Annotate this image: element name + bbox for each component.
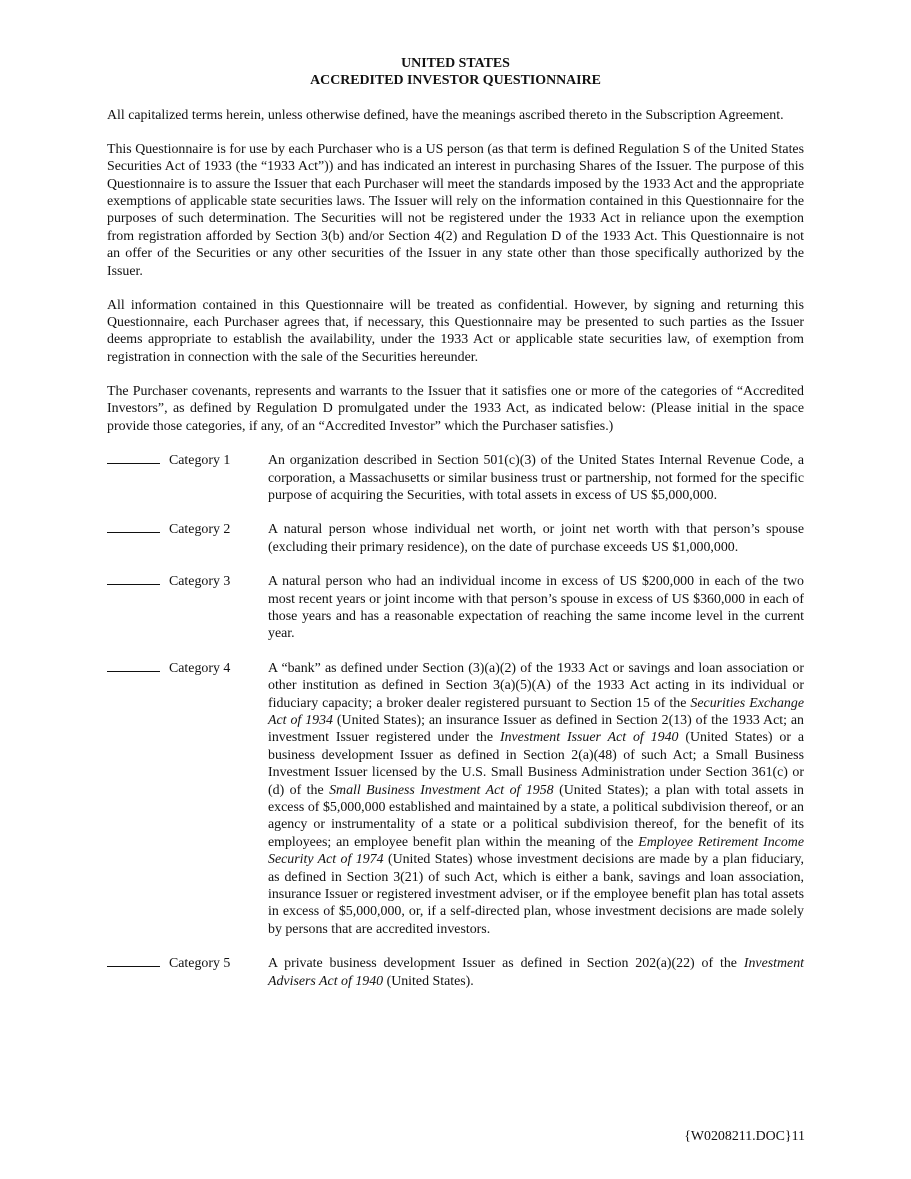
description-text: (United States). xyxy=(383,973,474,989)
initial-blank-line[interactable] xyxy=(107,955,160,967)
initial-blank-line[interactable] xyxy=(107,521,160,533)
category-label: Category 2 xyxy=(169,522,231,538)
category-row xyxy=(107,573,804,643)
category-row xyxy=(107,955,804,990)
intro-paragraph-definitions: All capitalized terms herein, unless otherwise defined, have the meanings ascribed thereto in the Subscription Agreement. xyxy=(107,107,784,123)
description-text: A “bank” as defined under Section (3)(a)(2) of the 1933 Act or savings and loan association or other institution as defined in Section 3(a)(5)(A) of the 1933 Act acting in its individual or fiduciary capacity; a broker dealer registered pursuant to Section 15 of the xyxy=(268,660,804,711)
category-row xyxy=(107,521,804,556)
intro-paragraph-covenants: The Purchaser covenants, represents and warrants to the Issuer that it satisfies one or more of the categories of “Accredited Investors”, as defined by Regulation D promulgated under the 1933 Act, as indicated below: (Please initial in the space provide those categories, if any, of an “Accredited Investor” which the Purchaser satisfies.) xyxy=(107,383,804,434)
category-description xyxy=(268,573,804,643)
italic-act-title: Investment Issuer Act of 1940 xyxy=(499,730,679,746)
description-text: (United States) or a business development Issuer as defined in Section 2(a)(48) of such Act; a Small Business Investment Issuer licensed by the U.S. Small Business Administration under Section 361(c) or (d) of the xyxy=(268,730,804,798)
initial-blank-line[interactable] xyxy=(107,660,160,672)
description-text: A natural person who had an individual income in excess of US $200,000 in each of the two most recent years or joint income with that person’s spouse in excess of US $360,000 in each of those years and has a reasonable expectation of reaching the same income level in the current year. xyxy=(268,574,804,642)
italic-act-title: Investment Advisers Act of 1940 xyxy=(268,956,804,989)
description-text: (United States) whose investment decisions are made by a plan fiduciary, as defined in Section 3(21) of such Act, which is either a bank, savings and loan association, insurance Issuer or registered investment adviser, or if the employee benefit plan has total assets in excess of $5,000,000, or, if a self-directed plan, whose investment decisions are made solely by persons that are accredited investors. xyxy=(268,852,804,937)
category-description xyxy=(268,521,804,556)
category-row xyxy=(107,660,804,939)
category-description xyxy=(268,955,804,990)
italic-act-title: Employee Retirement Income Security Act of 1974 xyxy=(268,834,804,868)
description-text: A natural person whose individual net worth, or joint net worth with that person’s spouse (excluding their primary residence), on the date of purchase exceeds US $1,000,000. xyxy=(268,522,804,555)
document-title-line-1: UNITED STATES xyxy=(401,56,510,71)
intro-paragraph-confidentiality: All information contained in this Questionnaire will be treated as confidential. However, by signing and returning this Questionnaire, each Purchaser agrees that, if necessary, this Questionnaire may be presented to such parties as the Issuer deems appropriate to establish the availability, under the 1933 Act or applicable state securities law, of exemption from registration in connection with the sale of the Securities hereunder. xyxy=(107,297,804,365)
category-label: Category 1 xyxy=(169,453,231,469)
description-text: A private business development Issuer as defined in Section 202(a)(22) of the xyxy=(268,956,744,972)
initial-blank-line[interactable] xyxy=(107,573,160,585)
italic-act-title: Small Business Investment Act of 1958 xyxy=(329,782,554,798)
intro-paragraph-purpose: This Questionnaire is for use by each Purchaser who is a US person (as that term is defined Regulation S of the United States Securities Act of 1933 (the “1933 Act”)) and has indicated an interest in purchasing Shares of the Issuer. The purpose of this Questionnaire is to assure the Issuer that each Purchaser will meet the standards imposed by the 1933 Act and the appropriate exemptions of applicable state securities laws. The Issuer will rely on the information contained in this Questionnaire for the purposes of such determination. The Securities will not be registered under the 1933 Act in reliance upon the exemption from registration afforded by Section 3(b) and/or Section 4(2) and Regulation D of the 1933 Act. This Questionnaire is not an offer of the Securities or any other securities of the Issuer in any state other than those specifically authorized by the Issuer. xyxy=(107,141,804,279)
document-title-line-2: ACCREDITED INVESTOR QUESTIONNAIRE xyxy=(310,73,601,89)
category-label: Category 5 xyxy=(169,956,231,972)
category-description xyxy=(268,660,804,939)
category-row xyxy=(107,452,804,504)
italic-act-title: Securities Exchange Act of 1934 xyxy=(268,695,804,728)
description-text: (United States); a plan with total assets in excess of $5,000,000 established and maintained by a state, a political subdivision thereof, or an agency or instrumentality of a state or a political subdivision thereof, for the benefit of its employees; an employee benefit plan within the meaning of the xyxy=(268,782,804,850)
category-list xyxy=(107,452,804,990)
initial-blank-line[interactable] xyxy=(107,452,160,464)
document-footer-reference: {W0208211.DOC}11 xyxy=(684,1129,805,1144)
description-text: An organization described in Section 501(c)(3) of the United States Internal Revenue Code, a corporation, a Massachusetts or similar business trust or partnership, not formed for the specific purpose of acquiring the Securities, with total assets in excess of US $5,000,000. xyxy=(268,453,804,503)
category-label: Category 4 xyxy=(169,660,231,676)
description-text: (United States); an insurance Issuer as defined in Section 2(13) of the 1933 Act; an investment Issuer registered under the xyxy=(268,712,805,746)
category-description xyxy=(268,452,804,504)
category-label: Category 3 xyxy=(169,574,231,590)
document-page xyxy=(107,55,804,990)
